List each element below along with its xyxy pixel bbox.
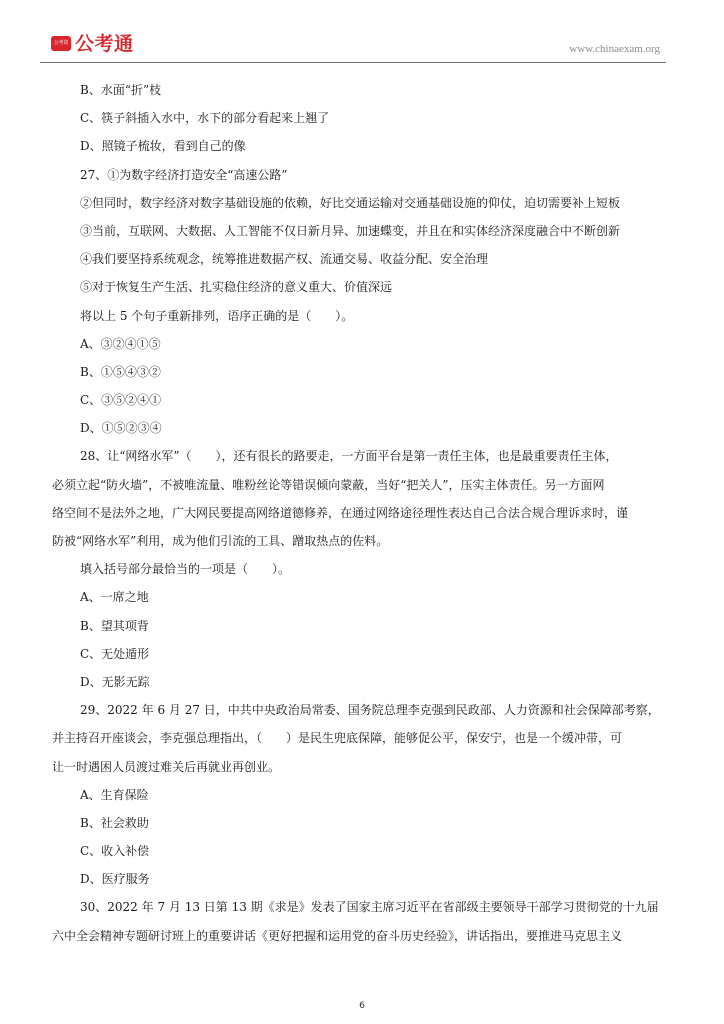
site-url: www.chinaexam.org xyxy=(569,43,660,55)
option-c-q27: C、③⑤②④① xyxy=(80,393,162,408)
question-28-prompt: 填入括号部分最恰当的一项是（ ）。 xyxy=(80,562,291,577)
option-d-q29: D、医疗服务 xyxy=(80,872,150,887)
document-body xyxy=(52,76,668,950)
page-header xyxy=(40,30,666,64)
question-28-line-2: 必须立起“防火墙”，不被唯流量、唯粉丝论等错误倾向蒙蔽，当好“把关人”，压实主体责任。另一方面网 xyxy=(52,477,605,492)
option-d-q26: D、照镜子梳妆，看到自己的像 xyxy=(80,139,246,154)
option-b-q27: B、①⑤④③② xyxy=(80,364,161,379)
question-27-sentence-4: ④我们要坚持系统观念，统筹推进数据产权、流通交易、收益分配、安全治理 xyxy=(80,252,489,267)
question-28-line-3: 络空间不是法外之地，广大网民要提高网络道德修养，在通过网络途径理性表达自己合法合规合理诉求时，谨 xyxy=(52,505,629,520)
option-c-q26: C、筷子斜插入水中，水下的部分看起来上翘了 xyxy=(80,111,330,126)
question-27-stem: 27、①为数字经济打造安全“高速公路” xyxy=(80,167,288,182)
option-d-q27: D、①⑤②③④ xyxy=(80,421,162,436)
question-29-line-1: 29、2022 年 6 月 27 日，中共中央政治局常委、国务院总理李克强到民政部、人力资源和社会保障部考察， xyxy=(80,703,660,718)
option-b-q29: B、社会救助 xyxy=(80,815,149,830)
question-29-line-2: 并主持召开座谈会，李克强总理指出，（ ）是民生兜底保障，能够促公平，保安宁，也是一个缓冲带，可 xyxy=(52,731,623,746)
option-c-q29: C、收入补偿 xyxy=(80,844,150,859)
question-27-sentence-3: ③当前，互联网、大数据、人工智能不仅日新月异、加速蝶变，并且在和实体经济深度融合中不断创新 xyxy=(80,223,621,238)
header-divider xyxy=(40,62,666,63)
question-27-sentence-5: ⑤对于恢复生产生活、扎实稳住经济的意义重大、价值深远 xyxy=(80,280,393,295)
logo-text: 公考通 xyxy=(75,33,134,55)
option-d-q28: D、无影无踪 xyxy=(80,674,150,689)
option-c-q28: C、无处遁形 xyxy=(80,646,150,661)
question-27-prompt: 将以上 5 个句子重新排列，语序正确的是（ ）。 xyxy=(80,308,354,323)
page-number: 6 xyxy=(359,1001,365,1011)
option-a-q27: A、③②④①⑤ xyxy=(80,336,161,351)
logo-badge: 公考资 xyxy=(51,36,71,51)
option-b-q26: B、水面“折”枝 xyxy=(80,83,162,97)
option-a-q29: A、生育保险 xyxy=(80,787,149,802)
question-29-line-3: 让一时遇困人员渡过难关后再就业再创业。 xyxy=(52,759,281,774)
question-27-sentence-2: ②但同时，数字经济对数字基础设施的依赖，好比交通运输对交通基础设施的仰仗，迫切需要补上短板 xyxy=(80,195,621,210)
question-28-line-1: 28、让“网络水军”（ ），还有很长的路要走，一方面平台是第一责任主体，也是最重要责任主体， xyxy=(80,449,618,464)
option-b-q28: B、望其项背 xyxy=(80,618,149,633)
option-a-q28: A、一席之地 xyxy=(80,590,149,605)
question-30-line-1: 30、2022 年 7 月 13 日第 13 期《求是》发表了国家主席习近平在省部级主要领导干部学习贯彻党的十九届 xyxy=(80,900,659,915)
question-28-line-4: 防被“网络水军”利用，成为他们引流的工具、蹭取热点的佐料。 xyxy=(52,534,389,548)
question-30-line-2: 六中全会精神专题研讨班上的重要讲话《更好把握和运用党的奋斗历史经验》，讲话指出，要推进马克思主义 xyxy=(52,928,623,943)
